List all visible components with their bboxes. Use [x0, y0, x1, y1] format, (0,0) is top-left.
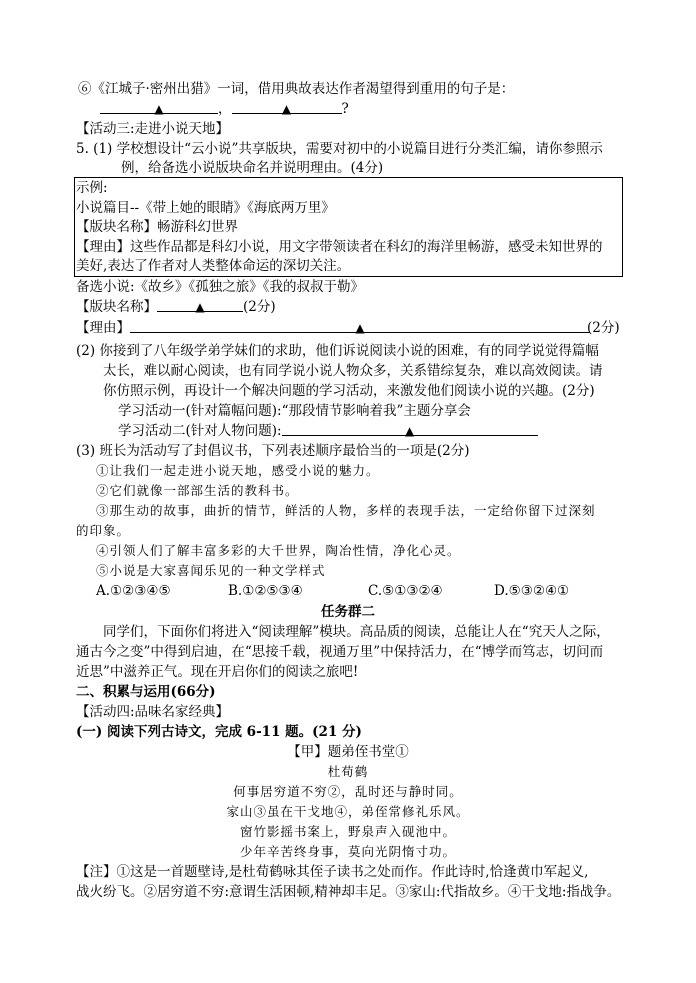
q5-2-line2: 太长，难以耐心阅读，也有同学说小说人物众多，关系错综复杂，难以高效阅读。请: [103, 363, 603, 379]
poem-line-4: 少年辛苦终身事，莫向光阴惰寸功。: [239, 844, 456, 859]
reason-label: 【理由】: [76, 320, 130, 336]
q6-comma: ，: [218, 101, 232, 117]
note-l1: 【注】①这是一首题壁诗,是杜荀鹤咏其侄子读书之处而作。作此诗时,恰逢黄巾军起义,: [76, 864, 589, 880]
study-activity-2-blank[interactable]: [282, 421, 538, 436]
q5-3-line1: (3) 班长为活动写了封倡议书，下列表述顺序最恰当的一项是(2分): [76, 443, 470, 459]
reason-score: (2分): [587, 320, 620, 336]
triangle-icon: ▲: [355, 321, 365, 335]
sentence-1: ①让我们一起走进小说天地，感受小说的魅力。: [96, 463, 380, 478]
triangle-icon: ▲: [281, 102, 292, 116]
q6-text: ⑥《江城子·密州出猎》一词，借用典故表达作者渴望得到重用的句子是：: [78, 81, 515, 97]
example-l3: 【版块名称】畅游科幻世界: [76, 219, 238, 235]
example-l2: 小说篇目--《带上她的眼睛》《海底两万里》: [76, 200, 335, 216]
task-group-title: 任务群二: [321, 604, 375, 620]
answer-blank-2[interactable]: [232, 99, 342, 114]
note-l2: 战火纷飞。②居穷道不穷:意谓生活困顿,精神却丰足。③家山:代指故乡。④干戈地:指战争。: [76, 884, 621, 900]
board-name-blank[interactable]: [157, 297, 243, 312]
q5-2-line3: 你仿照示例，再设计一个解决问题的学习活动，来激发他们阅读小说的兴趣。(2分): [103, 383, 595, 399]
study-activity-2-label: 学习活动二(针对人物问题):: [118, 423, 282, 439]
q5-2-line1: (2) 你接到了八年级学弟学妹们的求助，他们诉说阅读小说的困难，有的同学说觉得篇幅: [76, 343, 599, 359]
poem-line-2: 家山③虽在干戈地④，弟侄常修礼乐风。: [226, 804, 470, 819]
study-activity-1: 学习活动一(针对篇幅问题):“那段情节影响着我”主题分享会: [118, 403, 471, 419]
example-l1: 示例:: [76, 180, 108, 196]
board-name-score: (2分): [243, 299, 276, 315]
study-activity-2-line: [118, 421, 538, 441]
candidates: 备选小说:《故乡》《孤独之旅》《我的叔叔于勒》: [76, 279, 365, 295]
example-l4: 【理由】这些作品都是科幻小说，用文字带领读者在科幻的海洋里畅游，感受未知世界的: [76, 239, 603, 255]
poem-author: 杜荀鹤: [327, 764, 369, 779]
sentence-2: ②它们就像一部部生活的教科书。: [96, 483, 299, 498]
option-b[interactable]: B.①②⑤③④: [228, 583, 303, 599]
option-c[interactable]: C.⑤①③②④: [368, 583, 443, 599]
option-a[interactable]: A.①②③④⑤: [96, 583, 171, 599]
sentence-3a: ③那生动的故事，曲折的情节，鲜活的人物，多样的表现手法，一定给你留下过深刻: [96, 503, 596, 518]
triangle-icon: ▲: [404, 424, 415, 438]
q6-qmark: ?: [341, 101, 349, 117]
board-name-label: 【版块名称】: [76, 299, 157, 315]
intro-l3: 近思”中滋养正气。现在开启你们的阅读之旅吧!: [76, 664, 359, 680]
intro-l2: 通古今之变”中得到启迪，在“思接千载，视通万里”中保持活力，在“博学而笃志，切问而: [76, 644, 604, 660]
triangle-icon: ▲: [195, 300, 205, 314]
poem-title: 【甲】题弟侄书堂①: [287, 744, 409, 760]
section-2-heading: 二、积累与运用(66分): [76, 684, 216, 700]
board-name-line: [76, 297, 276, 317]
q5-1-line1: 5. (1) 学校想设计“云小说”共享版块，需要对初中的小说篇目进行分类汇编，请你参照示: [76, 141, 603, 157]
sentence-3b: 的印象。: [76, 523, 131, 538]
reason-blank[interactable]: [130, 318, 590, 333]
q5-1-line2: 例，给备选小说版块命名并说明理由。(4分): [121, 160, 384, 176]
answer-blank-1[interactable]: [100, 99, 218, 114]
reason-line: [76, 318, 590, 338]
poem-line-1: 何事居穷道不穷②，乱时还与静时同。: [233, 784, 463, 799]
triangle-icon: ▲: [154, 102, 164, 116]
activity3-heading: 【活动三:走进小说天地】: [76, 121, 230, 137]
q6-line1: [78, 79, 514, 99]
activity4-heading: 【活动四:品味名家经典】: [76, 704, 230, 720]
option-d[interactable]: D.⑤③②④①: [494, 583, 570, 599]
sentence-4: ④引领人们了解丰富多彩的大千世界，陶冶性情，净化心灵。: [96, 543, 461, 558]
poem-line-3: 窗竹影摇书案上，野泉声入砚池中。: [239, 824, 456, 839]
example-l5: 美好,表达了作者对人类整体命运的深切关注。: [76, 258, 351, 274]
part-1-heading: (一) 阅读下列古诗文，完成 6-11 题。(21 分): [76, 724, 362, 740]
sentence-5: ⑤小说是大家喜闻乐见的一种文学样式: [96, 563, 326, 578]
intro-l1: 同学们，下面你们将进入“阅读理解”模块。高品质的阅读，总能让人在“究天人之际，: [103, 624, 610, 640]
q6-blanks: [100, 99, 349, 119]
